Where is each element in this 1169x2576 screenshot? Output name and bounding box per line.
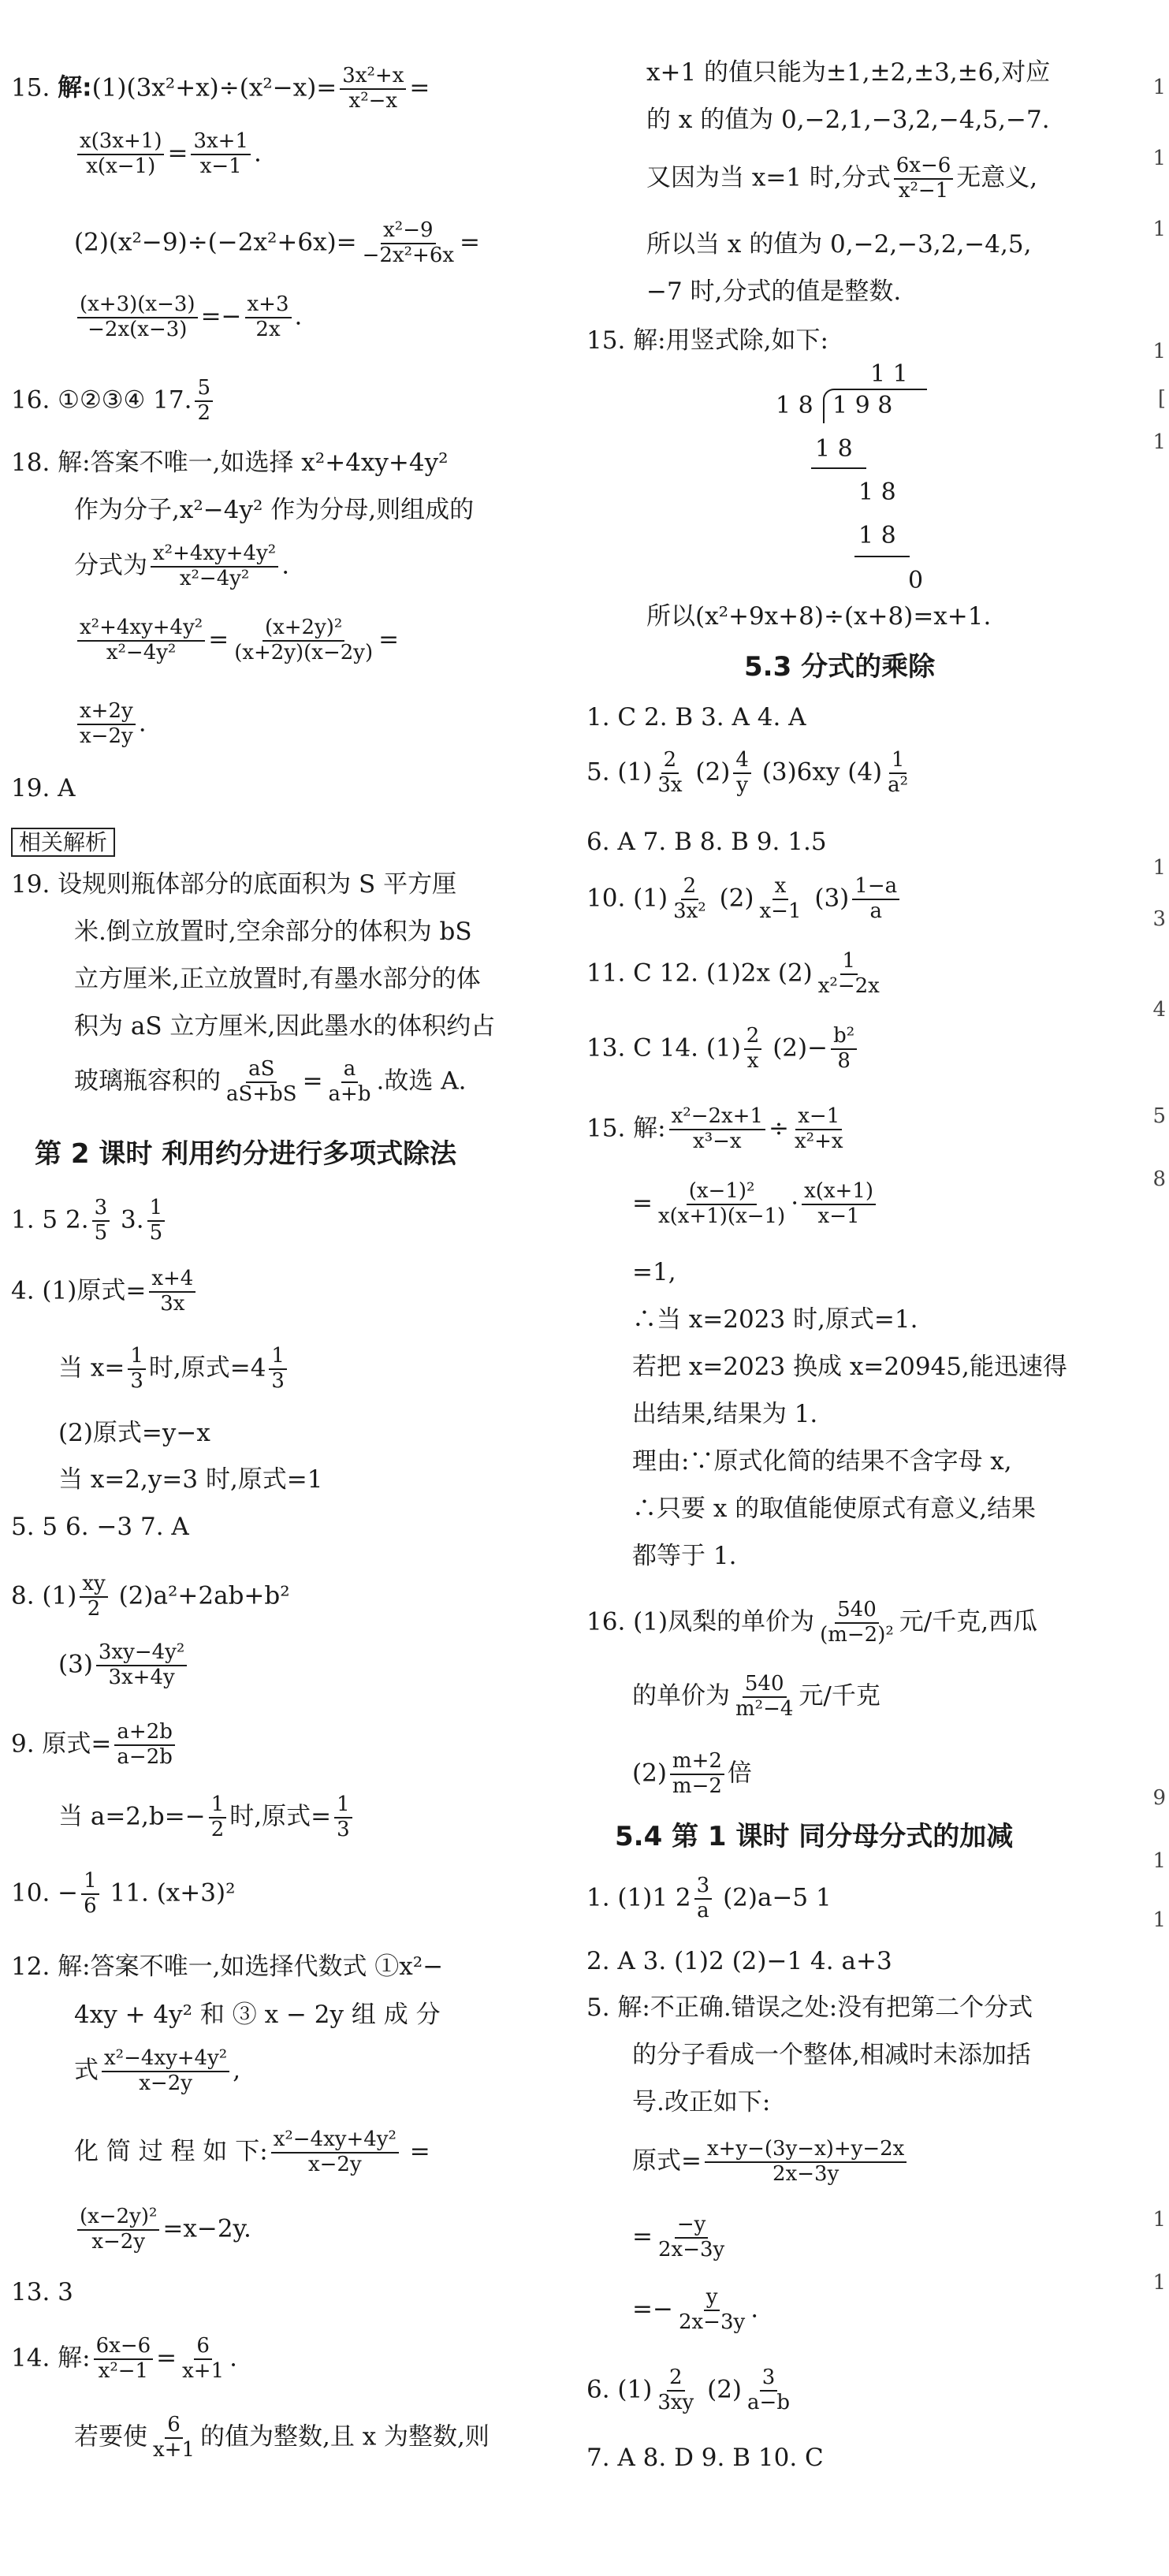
division-quotient: 1 1	[870, 360, 908, 388]
q4-line3: (2)原式=y−x	[58, 1419, 210, 1447]
q8-line2: (3) $\frac{\text{3xy−4y²}}{3x+4y}$	[58, 1641, 190, 1690]
q15-line2: $\frac{x(3x+1)}{x(x-1)}$ = $\frac{3x+1}{x-1}$ .	[74, 130, 262, 179]
q18-line2: 作为分子,x²−4y² 作为分母,则组成的	[74, 496, 475, 524]
b5-line4: 原式= $\frac{x+y-(3y-x)+y-2x}{2x-3y}$	[632, 2138, 910, 2187]
q16-17: 16. ①②③④ 17. $\frac{5}{2}$	[11, 377, 216, 426]
a15-line1: 15. 解: $\frac{\text{x²−2x+1}}{\text{x³−x}}$ ÷ $\frac{x-1}{\text{x²+x}}$	[586, 1104, 843, 1153]
q18-line5: $\frac{x+2y}{x-2y}$ .	[74, 700, 147, 749]
q18-line1: 18. 解:答案不唯一,如选择 x²+4xy+4y²	[11, 449, 449, 477]
q12-line3: 式 $\frac{\text{x²−4xy+4y²}}{x-2y}$ ,	[74, 2046, 241, 2095]
r14-line2: 的 x 的值为 0,−2,1,−3,2,−4,5,−7.	[646, 106, 1050, 134]
edge-mark: 1	[1152, 2208, 1166, 2232]
a15-line2: = $\frac{\text{(x−1)²}}{x(x+1)(x-1)}$ · $\frac{x(x+1)}{x-1}$	[632, 1180, 879, 1229]
edge-mark: 1	[1152, 856, 1166, 880]
edge-mark: 9	[1152, 1786, 1166, 1810]
edge-mark: 3	[1152, 907, 1166, 931]
b5-line1: 5. 解:不正确.错误之处:没有把第二个分式	[586, 1993, 1033, 2022]
q5-7: 5. 5 6. −3 7. A	[11, 1513, 189, 1541]
adjacent-page-edge	[1137, 0, 1169, 2576]
division-step2: 1 8	[858, 478, 896, 506]
q1-3: 1. 5 2. $\frac{3}{5}$ 3. $\frac{1}{5}$	[11, 1197, 168, 1245]
r14-line3: 又因为当 x=1 时,分式 $\frac{6x-6}{\text{x²−1}}$ 无意义,	[646, 154, 1038, 203]
division-dividend: 1 9 8	[832, 392, 893, 419]
analysis-tag: 相关解析	[11, 826, 115, 858]
section-heading-lesson2: 第 2 课时 利用约分进行多项式除法	[35, 1138, 457, 1170]
b5-line2: 的分子看成一个整体,相减时未添加括	[632, 2041, 1031, 2069]
a11-12: 11. C 12. (1)2x (2) $\frac{1}{\text{x²−2x}}$	[586, 949, 880, 998]
q12-line2: 4xy + 4y² 和 ③ x − 2y 组 成 分	[74, 2001, 441, 2029]
q10-11: 10. − $\frac{1}{6}$ 11. (x+3)²	[11, 1869, 236, 1918]
a5: 5. (1) $\frac{2}{3x}$ (2) $\frac{4}{y}$ (3)6xy (4) $\frac{1}{\text{a²}}$	[586, 748, 909, 797]
q19-line4: 积为 aS 立方厘米,因此墨水的体积约占	[74, 1012, 496, 1040]
r14-line4: 所以当 x 的值为 0,−2,−3,2,−4,5,	[646, 230, 1032, 259]
b1: 1. (1)1 2 $\frac{3}{a}$ (2)a−5 1	[586, 1874, 832, 1923]
a16-line2: 的单价为 $\frac{540}{\text{m²−4}}$ 元/千克	[632, 1672, 880, 1721]
edge-mark: [	[1157, 387, 1166, 411]
edge-mark: 1	[1152, 147, 1166, 170]
a13-14: 13. C 14. (1) $\frac{2}{x}$ (2)− $\frac{\text{b²}}{8}$	[586, 1025, 860, 1074]
edge-mark: 1	[1152, 1849, 1166, 1873]
b7-10: 7. A 8. D 9. B 10. C	[586, 2444, 824, 2472]
division-step1: 1 8	[815, 435, 853, 463]
b5-line5: = $\frac{-y}{2x-3y}$	[632, 2213, 725, 2261]
a15-line5: 若把 x=2023 换成 x=20945,能迅速得	[632, 1353, 1067, 1381]
b2-4: 2. A 3. (1)2 (2)−1 4. a+3	[586, 1947, 892, 1975]
q19-answer: 19. A	[11, 774, 76, 802]
r15-line1: 15. 解:用竖式除,如下:	[586, 326, 828, 355]
q19-line3: 立方厘米,正立放置时,有墨水部分的体	[74, 965, 481, 993]
q8-line1: 8. (1) $\frac{xy}{2}$ (2)a²+2ab+b²	[11, 1572, 290, 1621]
division-step3: 1 8	[858, 522, 896, 549]
q19-line2: 米.倒立放置时,空余部分的体积为 bS	[74, 918, 472, 946]
r15-result: 所以(x²+9x+8)÷(x+8)=x+1.	[646, 602, 992, 631]
section-heading-5-4: 5.4 第 1 课时 同分母分式的加减	[615, 1821, 1014, 1852]
q18-line4: $\frac{\text{x²+4xy+4y²}}{\text{x²−4y²}}$ = $\frac{\text{(x+2y)²}}{(x+2y)(x-2y)}$ =	[74, 616, 399, 665]
a15-line7: 理由:∵原式化简的结果不含字母 x,	[632, 1447, 1012, 1476]
q14-line2: 若要使 $\frac{6}{x+1}$ 的值为整数,且 x 为整数,则	[74, 2413, 490, 2462]
a16-line3: (2) $\frac{m+2}{m-2}$ 倍	[632, 1749, 752, 1798]
a15-line9: 都等于 1.	[632, 1542, 737, 1570]
edge-mark: 1	[1152, 340, 1166, 363]
edge-mark: 4	[1152, 998, 1166, 1022]
edge-mark: 1	[1152, 76, 1166, 99]
q4-line4: 当 x=2,y=3 时,原式=1	[58, 1465, 323, 1494]
q12-line5: $\frac{\text{(x−2y)²}}{x-2y}$ =x−2y.	[74, 2206, 251, 2254]
q19-line1: 19. 设规则瓶体部分的底面积为 S 平方厘	[11, 870, 457, 899]
a16-line1: 16. (1)凤梨的单价为 $\frac{540}{\text{(m−2)²}}$ 元/千克,西瓜	[586, 1598, 1038, 1647]
division-remainder: 0	[908, 567, 924, 594]
a15-line8: ∴只要 x 的取值能使原式有意义,结果	[632, 1495, 1037, 1523]
q14-line1: 14. 解: $\frac{6x-6}{\text{x²−1}}$ = $\frac{6}{x+1}$ .	[11, 2334, 237, 2383]
r14-line5: −7 时,分式的值是整数.	[646, 277, 902, 306]
q12-line4: 化 简 过 程 如 下: $\frac{\text{x²−4xy+4y²}}{x-2y}$ =	[74, 2127, 430, 2176]
edge-mark: 5	[1152, 1104, 1166, 1128]
a6-9: 6. A 7. B 8. B 9. 1.5	[586, 828, 827, 856]
q15-line1: 15. 解:(1)(3x²+x)÷(x²−x)= $\frac{\text{3x²+x}}{\text{x²−x}}$ =	[11, 64, 430, 113]
long-division	[776, 359, 981, 619]
r14-line1: x+1 的值只能为±1,±2,±3,±6,对应	[646, 58, 1051, 87]
edge-mark: 1	[1152, 430, 1166, 454]
division-divisor: 1 8	[776, 392, 813, 419]
b5-line3: 号.改正如下:	[632, 2088, 771, 2116]
q9-line1: 9. 原式= $\frac{a+2b}{a-2b}$	[11, 1721, 178, 1770]
edge-mark: 8	[1152, 1167, 1166, 1191]
a15-line6: 出结果,结果为 1.	[632, 1400, 818, 1428]
q15-line3: (2)(x²−9)÷(−2x²+6x)= $\frac{\text{x²−9}}{\text{−2x²+6x}}$ =	[74, 218, 481, 267]
b5-line6: =− $\frac{y}{2x-3y}$ .	[632, 2285, 759, 2334]
edge-mark: 1	[1152, 2271, 1166, 2295]
q18-line3: 分式为 $\frac{\text{x²+4xy+4y²}}{\text{x²−4y²}}$ .	[74, 542, 290, 590]
q12-line1: 12. 解:答案不唯一,如选择代数式 ①x²−	[11, 1952, 444, 1981]
q4-line1: 4. (1)原式= $\frac{x+4}{3x}$	[11, 1268, 199, 1316]
a15-line3: =1,	[632, 1258, 676, 1286]
division-rule	[811, 467, 866, 469]
q4-line2: 当 x= $\frac{1}{3}$ 时,原式=4 $\frac{1}{3}$	[58, 1345, 290, 1394]
q9-line2: 当 a=2,b=− $\frac{1}{2}$ 时,原式= $\frac{1}{3}$	[58, 1793, 356, 1842]
fraction: $\frac{\text{3x²+x}}{\text{x²−x}}$	[340, 65, 406, 114]
section-heading-5-3: 5.3 分式的乘除	[744, 651, 936, 683]
edge-mark: 1	[1152, 1908, 1166, 1932]
a1-4: 1. C 2. B 3. A 4. A	[586, 703, 806, 731]
q13: 13. 3	[11, 2278, 73, 2306]
a10: 10. (1) $\frac{2}{\text{3x²}}$ (2) $\frac{x}{x-1}$ (3) $\frac{1-a}{a}$	[586, 875, 903, 924]
a15-line4: ∴当 x=2023 时,原式=1.	[632, 1305, 918, 1334]
division-rule	[854, 556, 910, 557]
q19-line5: 玻璃瓶容积的 $\frac{aS}{aS+bS}$ = $\frac{a}{a+b}$ .故选 A.	[74, 1057, 467, 1106]
edge-mark: 1	[1152, 218, 1166, 241]
q15-line4: $\frac{(x+3)(x-3)}{-2x(x-3)}$ =− $\frac{x+3}{2x}$ .	[74, 293, 302, 342]
b6: 6. (1) $\frac{2}{3xy}$ (2) $\frac{3}{a-b}$	[586, 2366, 790, 2414]
